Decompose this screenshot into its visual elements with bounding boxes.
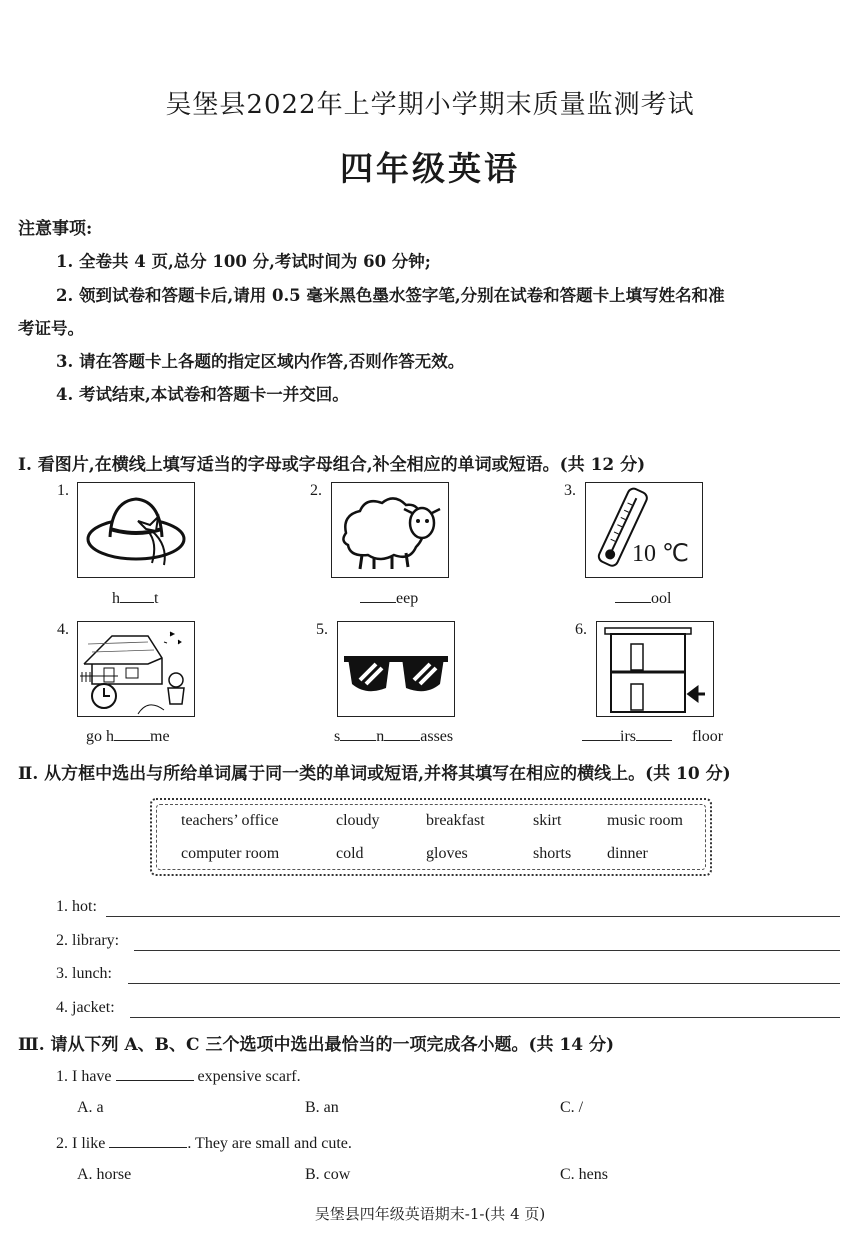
section3-title: Ⅲ. 请从下列 A、B、C 三个选项中选出最恰当的一项完成各小题。(共 14 分) [18,1035,615,1055]
answer-blank[interactable] [116,1066,194,1081]
floor-picture [596,621,714,717]
letter-blank[interactable] [384,726,420,741]
option-a[interactable]: A. a [77,1099,104,1116]
house-icon [78,622,194,716]
item-number: 6. [575,621,587,638]
sunglasses-icon [338,622,454,716]
question-stem [56,1133,352,1153]
sheep-icon [332,483,448,577]
item-number: 5. [316,621,328,638]
stem-part: 2. I like [56,1135,106,1152]
answer-line[interactable] [134,950,840,951]
hat-picture [77,482,195,578]
option-c[interactable]: C. / [560,1099,584,1116]
note-item: 3. 请在答题卡上各题的指定区域内作答,否则作答无效。 [56,352,465,371]
letter-blank[interactable] [615,588,651,603]
word-part: asses [420,728,454,745]
word-option: shorts [533,845,572,862]
note-item: 考证号。 [18,319,84,338]
sunglasses-picture [337,621,455,717]
temperature-label: 10 ℃ [632,541,689,567]
word-part: floor [692,728,724,745]
blank-word [334,726,453,746]
word-box [150,798,712,876]
item-number: 4. [57,621,69,638]
letter-blank[interactable] [120,588,154,603]
blank-word [112,588,158,608]
exam-title: 吴堡县2022年上学期小学期末质量监测考试 [165,90,695,120]
option-a[interactable]: A. horse [77,1166,132,1183]
word-option: music room [607,812,683,829]
word-option: computer room [181,845,280,862]
blank-word [615,588,671,608]
answer-label: 3. lunch: [56,965,112,982]
answer-label: 2. library: [56,932,120,949]
word-part: me [150,728,170,745]
stem-part: . They are small and cute. [187,1135,352,1152]
item-number: 2. [310,482,322,499]
thermometer-picture [585,482,703,578]
answer-blank[interactable] [109,1133,187,1148]
sheep-picture [331,482,449,578]
word-option: skirt [533,812,562,829]
floor-building-icon [597,622,713,716]
option-c[interactable]: C. hens [560,1166,608,1183]
word-part: eep [396,590,419,607]
word-option: gloves [426,845,468,862]
note-item: 4. 考试结束,本试卷和答题卡一并交回。 [56,385,349,404]
house-picture [77,621,195,717]
letter-blank[interactable] [582,726,620,741]
item-number: 1. [57,482,69,499]
word-part: irs [620,728,636,745]
word-part: s [334,728,341,745]
blank-word [86,726,170,746]
blank-word [582,726,723,746]
page-footer: 吴堡县四年级英语期末-1-(共 4 页) [314,1205,546,1223]
notes-heading: 注意事项: [18,219,93,239]
stem-part: 1. I have [56,1068,112,1085]
word-part: t [154,590,159,607]
answer-line[interactable] [106,916,840,917]
item-number: 3. [564,482,576,499]
word-option: breakfast [426,812,485,829]
exam-subtitle: 四年级英语 [340,149,520,188]
word-part: ool [651,590,672,607]
word-option: cloudy [336,812,380,829]
letter-blank[interactable] [114,726,150,741]
hat-icon [78,483,194,577]
answer-line[interactable] [128,983,840,984]
answer-label: 1. hot: [56,898,97,915]
section1-title: Ⅰ. 看图片,在横线上填写适当的字母或字母组合,补全相应的单词或短语。(共 12 分) [18,455,646,475]
letter-blank[interactable] [636,726,672,741]
letter-blank[interactable] [340,726,376,741]
word-part: h [112,590,120,607]
answer-line[interactable] [130,1017,840,1018]
section2-title: Ⅱ. 从方框中选出与所给单词属于同一类的单词或短语,并将其填写在相应的横线上。(共 10 分) [18,764,731,784]
option-b[interactable]: B. cow [305,1166,351,1183]
note-item: 1. 全卷共 4 页,总分 100 分,考试时间为 60 分钟; [56,252,431,271]
word-part: n [376,728,385,745]
word-option: dinner [607,845,648,862]
option-b[interactable]: B. an [305,1099,339,1116]
word-part: go h [86,728,114,745]
letter-blank[interactable] [360,588,396,603]
answer-label: 4. jacket: [56,999,115,1016]
word-option: cold [336,845,364,862]
question-stem [56,1066,301,1086]
stem-part: expensive scarf. [197,1068,301,1085]
blank-word [360,588,418,608]
note-item: 2. 领到试卷和答题卡后,请用 0.5 毫米黑色墨水签字笔,分别在试卷和答题卡上填写姓名和准 [56,286,725,305]
word-option: teachers’ office [181,812,279,829]
